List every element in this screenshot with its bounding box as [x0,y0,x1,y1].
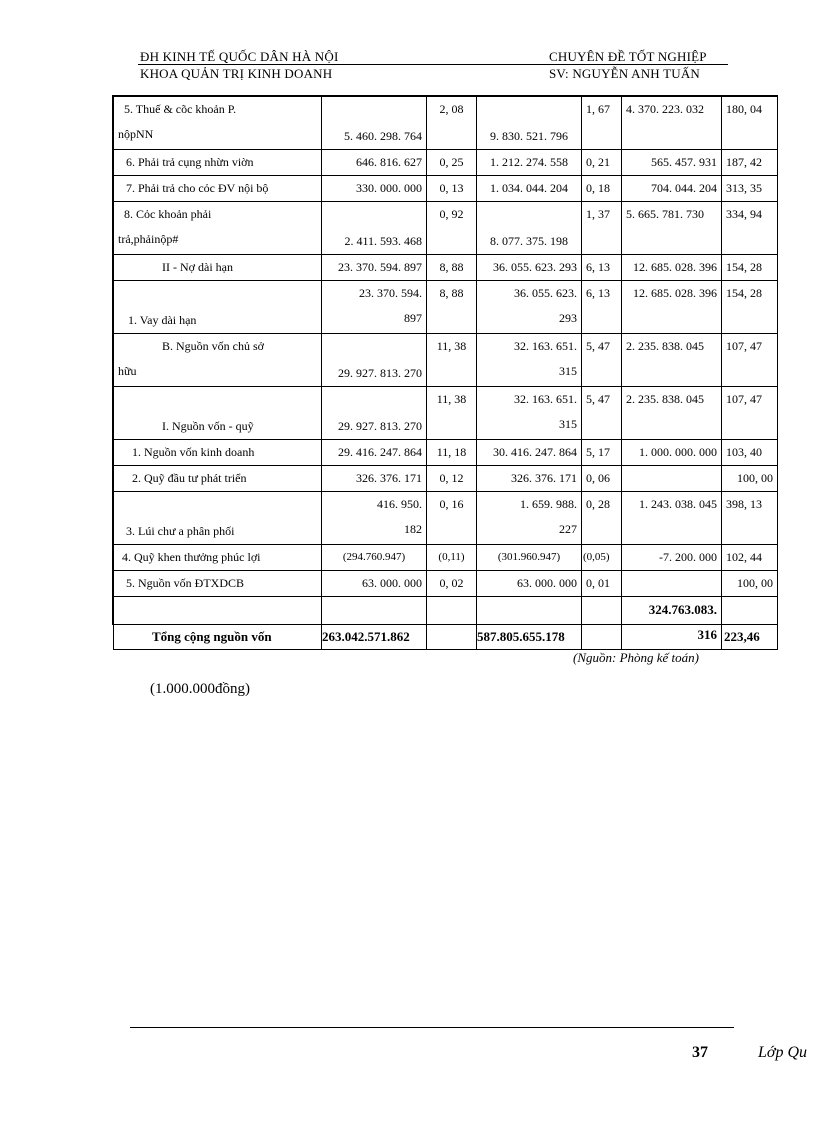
row-label: II - Nợ dài hạn [114,255,322,281]
row-label: B. Nguồn vốn chủ sở [162,339,265,353]
university-name: ĐH KINH TẾ QUỐC DÂN HÀ NỘI [140,49,339,64]
cell-value-cont: 315 [559,417,577,431]
cell-diff: 5. 665. 781. 730 [622,202,722,255]
table-row [114,150,778,176]
cell-pct: 11, 38 [427,387,477,440]
cell-pct: 5, 47 [582,387,622,440]
cell-diff: 12. 685. 028. 396 [622,255,722,281]
cell-ratio: 187, 42 [722,150,778,176]
cell-value: 23. 370. 594. [359,286,422,300]
cell-value: 1. 212. 274. 558 [477,150,582,176]
cell-pct: 0, 18 [582,176,622,202]
row-label: 1. Vay dài hạn [114,281,322,334]
cell-pct: 8, 88 [427,255,477,281]
table-row [114,492,778,545]
table-row [114,281,778,334]
table-row [114,202,778,255]
table-row [114,571,778,597]
cell-value: 9. 830. 521. 796 [477,97,582,150]
table-row [114,334,778,387]
cell-pct: 0, 13 [427,176,477,202]
student-name: SV: NGUYỄN ANH TUẤN [549,66,701,81]
table-row [114,97,778,150]
cell-value: 36. 055. 623. [514,286,577,300]
cell-pct: 0, 01 [582,571,622,597]
cell-value: 30. 416. 247. 864 [477,440,582,466]
cell-diff: -7. 200. 000 [622,545,722,571]
cell-diff: 2. 235. 838. 045 [622,387,722,440]
cell-value: 29. 927. 813. 270 [322,387,427,440]
total-ratio: 223,46 [722,597,778,650]
cell-value: 29. 927. 813. 270 [322,334,427,387]
total-diff: 324.763.083. [648,602,717,617]
cell-ratio: 180, 04 [722,97,778,150]
cell-value: 416. 950. [377,497,422,511]
row-label: 4. Quỹ khen thưởng phúc lợi [114,545,322,571]
row-label: 1. Nguồn vốn kinh doanh [114,440,322,466]
total-value: 263.042.571.862 [322,597,427,650]
total-diff-cont: 316 [697,627,717,642]
cell-pct: 2, 08 [427,97,477,150]
cell-ratio: 107, 47 [722,334,778,387]
row-label-cont: trả,phảinộp# [118,232,179,246]
cell-ratio: 107, 47 [722,387,778,440]
cell-pct: 0, 92 [427,202,477,255]
cell-pct: 6, 13 [582,281,622,334]
table-row-total [114,597,778,650]
thesis-type: CHUYÊN ĐỀ TỐT NGHIỆP [549,49,707,64]
cell-value: 63. 000. 000 [322,571,427,597]
faculty-name: KHOA QUẢN TRỊ KINH DOANH [140,66,333,81]
cell-diff: 1. 243. 038. 045 [622,492,722,545]
cell-pct: 5, 47 [582,334,622,387]
cell-pct [427,597,477,650]
row-label: 6. Phải trả cụng nhừn viờn [114,150,322,176]
cell-value: 330. 000. 000 [322,176,427,202]
cell-value: 23. 370. 594. 897 [322,255,427,281]
cell-ratio: 398, 13 [722,492,778,545]
cell-pct: 0, 16 [427,492,477,545]
cell-pct: 11, 18 [427,440,477,466]
cell-value: 63. 000. 000 [477,571,582,597]
table-row [114,440,778,466]
cell-ratio: 154, 28 [722,281,778,334]
cell-diff [622,466,722,492]
table-row [114,545,778,571]
cell-ratio: 100, 00 [722,571,778,597]
cell-pct: 0, 25 [427,150,477,176]
cell-value: 646. 816. 627 [322,150,427,176]
cell-value: (294.760.947) [322,545,427,571]
cell-value-cont: 293 [559,311,577,325]
table-row [114,387,778,440]
cell-value: (301.960.947) [477,545,582,571]
cell-value-cont: 182 [404,522,422,536]
cell-pct: 1, 67 [582,97,622,150]
capital-source-table [113,96,778,650]
cell-diff: 2. 235. 838. 045 [622,334,722,387]
row-label: 3. Lúi chư a phân phối [114,492,322,545]
cell-ratio: 100, 00 [722,466,778,492]
row-label-cont: hữu [118,364,137,378]
table-row [114,176,778,202]
cell-pct: 1, 37 [582,202,622,255]
cell-pct: 0, 12 [427,466,477,492]
cell-value: 32. 163. 651. [514,392,577,406]
row-label: I. Nguồn vốn - quỹ [114,387,322,440]
row-label: 5. Thuế & cõc khoản P. [124,102,237,116]
cell-value: 32. 163. 651. [514,339,577,353]
cell-diff [622,571,722,597]
cell-pct: 0, 21 [582,150,622,176]
cell-value-cont: 227 [559,522,577,536]
cell-value: 1. 659. 988. [520,497,577,511]
source-note: (Nguồn: Phòng kế toán) [573,650,700,665]
cell-value: 36. 055. 623. 293 [477,255,582,281]
total-label: Tổng cộng nguồn vốn [114,597,322,650]
cell-pct: 0, 06 [582,466,622,492]
total-value: 587.805.655.178 [477,597,582,650]
cell-value: 29. 416. 247. 864 [322,440,427,466]
row-label: 8. Cỏc khoản phải [124,207,212,221]
footer-divider [130,1027,734,1028]
cell-ratio: 154, 28 [722,255,778,281]
cell-pct: (0,11) [427,545,477,571]
cell-value-cont: 897 [404,311,422,325]
cell-value: 326. 376. 171 [477,466,582,492]
cell-pct [582,597,622,650]
cell-pct: (0,05) [582,545,622,571]
cell-pct: 0, 02 [427,571,477,597]
cell-ratio: 103, 40 [722,440,778,466]
cell-diff: 704. 044. 204 [622,176,722,202]
unit-note: (1.000.000đồng) [150,681,250,697]
class-label: Lớp Qu [758,1044,807,1061]
cell-pct: 5, 17 [582,440,622,466]
cell-ratio: 102, 44 [722,545,778,571]
cell-value: 8. 077. 375. 198 [477,202,582,255]
cell-value: 326. 376. 171 [322,466,427,492]
cell-diff: 1. 000. 000. 000 [622,440,722,466]
table-row [114,255,778,281]
cell-diff: 565. 457. 931 [622,150,722,176]
cell-pct: 0, 28 [582,492,622,545]
cell-pct: 8, 88 [427,281,477,334]
cell-ratio: 334, 94 [722,202,778,255]
cell-ratio: 313, 35 [722,176,778,202]
row-label: 5. Nguồn vốn ĐTXDCB [114,571,322,597]
cell-diff: 12. 685. 028. 396 [622,281,722,334]
cell-value: 1. 034. 044. 204 [477,176,582,202]
cell-value: 5. 460. 298. 764 [322,97,427,150]
page-number: 37 [692,1044,708,1061]
table-row [114,466,778,492]
row-label-cont: nộpNN [118,127,154,141]
cell-diff: 4. 370. 223. 032 [622,97,722,150]
row-label: 2. Quỹ đầu tư phát triển [114,466,322,492]
cell-value-cont: 315 [559,364,577,378]
cell-pct: 11, 38 [427,334,477,387]
row-label: 7. Phải trả cho cỏc ĐV nội bộ [114,176,322,202]
cell-value: 2. 411. 593. 468 [322,202,427,255]
cell-pct: 6, 13 [582,255,622,281]
header-divider [138,64,728,65]
